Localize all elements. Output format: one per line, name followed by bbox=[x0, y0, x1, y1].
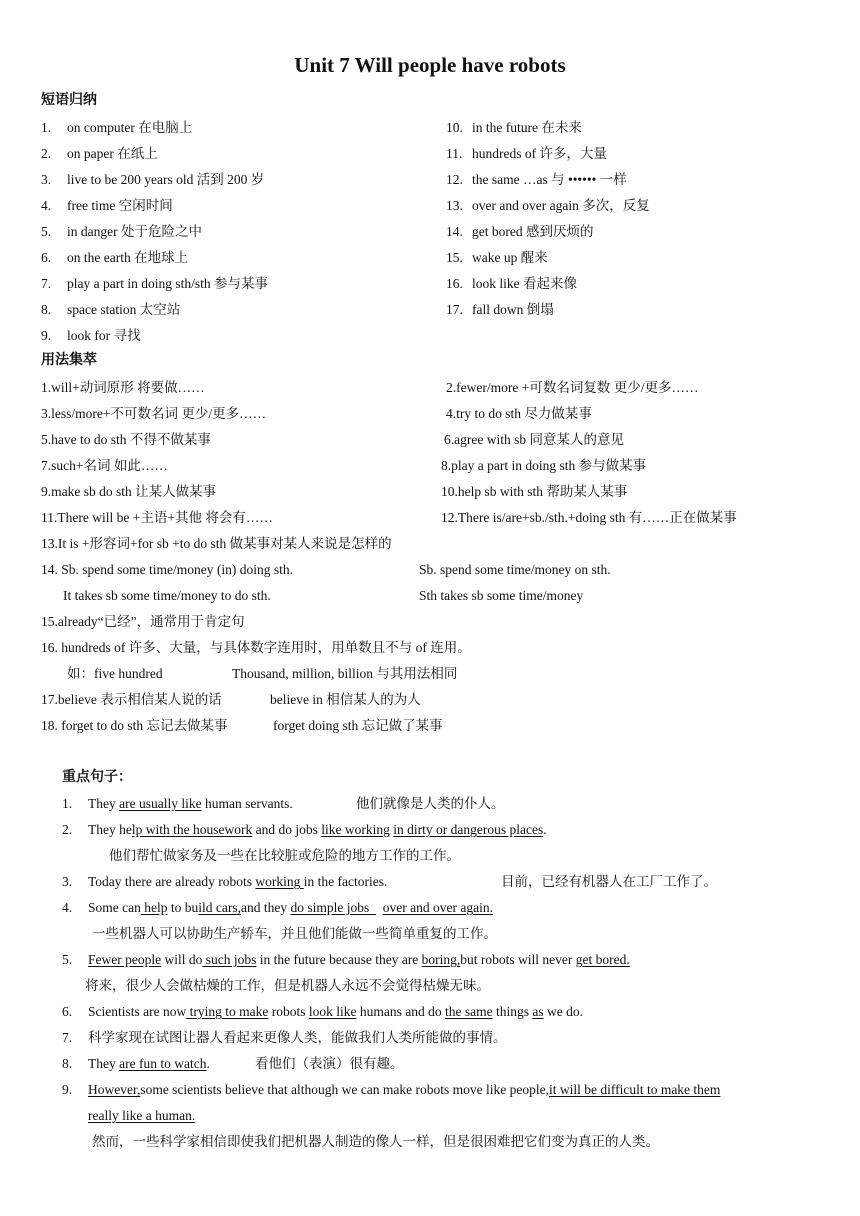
sentence-number: 6. bbox=[62, 1004, 73, 1019]
underlined-phrase: over and over again. bbox=[382, 900, 493, 915]
text: and they bbox=[241, 900, 291, 915]
underlined-phrase: like working bbox=[321, 822, 390, 837]
sentence-9 bbox=[62, 1081, 720, 1099]
phrase-number: 12. bbox=[446, 172, 463, 187]
phrase-text: get bored 感到厌烦的 bbox=[472, 224, 594, 239]
phrase-number: 2. bbox=[41, 146, 52, 161]
phrase-number: 15. bbox=[446, 250, 463, 265]
phrase-item bbox=[41, 171, 264, 189]
text: in the factories. bbox=[303, 874, 388, 889]
sentence-9-translation: 然而，一些科学家相信即使我们把机器人制造的像人一样，但是很困难把它们变为真正的人类。 bbox=[92, 1134, 659, 1149]
phrase-item bbox=[446, 197, 650, 215]
phrase-text: over and over again 多次，反复 bbox=[472, 198, 650, 213]
underlined-phrase: get bored. bbox=[575, 952, 630, 967]
sentence-9-continuation bbox=[88, 1107, 195, 1125]
underlined-phrase: do simple jobs bbox=[290, 900, 377, 915]
sentence-8-translation: 看他们（表演）很有趣。 bbox=[255, 1056, 404, 1071]
text: They he bbox=[88, 822, 132, 837]
phrase-number: 16. bbox=[446, 276, 463, 291]
phrase-text: look like 看起来像 bbox=[472, 276, 577, 291]
underlined-phrase: However, bbox=[88, 1082, 141, 1097]
usage-item-16-example-right: Thousand, million, billion 与其用法相同 bbox=[232, 666, 458, 681]
phrase-item bbox=[41, 327, 141, 345]
phrase-item bbox=[446, 223, 593, 241]
usage-item-14-b-left: It takes sb some time/money to do sth. bbox=[63, 588, 271, 603]
text: . bbox=[543, 822, 547, 837]
text: . bbox=[206, 1056, 210, 1071]
phrase-text: space station 太空站 bbox=[67, 302, 181, 317]
text: will do bbox=[161, 952, 203, 967]
phrase-item bbox=[41, 301, 180, 319]
sentence-number: 3. bbox=[62, 874, 73, 889]
sentence-number: 2. bbox=[62, 822, 73, 837]
underlined-phrase: lp with the housework bbox=[131, 822, 253, 837]
sentence-2 bbox=[62, 821, 547, 839]
underlined-phrase: are fun to watch bbox=[119, 1056, 207, 1071]
sentence-3 bbox=[62, 873, 387, 891]
usage-item-15: 15.already“已经”，通常用于肯定句 bbox=[41, 614, 245, 629]
phrase-text: on paper 在纸上 bbox=[67, 146, 158, 161]
underlined-phrase: it will be difficult to make them bbox=[548, 1082, 721, 1097]
sentence-number: 7. bbox=[62, 1030, 73, 1045]
phrase-text: in the future 在未来 bbox=[472, 120, 582, 135]
phrase-text: on computer 在电脑上 bbox=[67, 120, 193, 135]
sentence-4 bbox=[62, 899, 493, 917]
text: robots bbox=[268, 1004, 309, 1019]
phrase-text: fall down 倒塌 bbox=[472, 302, 554, 317]
text: we do. bbox=[543, 1004, 583, 1019]
usage-item-14-a-right: Sb. spend some time/money on sth. bbox=[419, 562, 611, 577]
text: and do jobs bbox=[252, 822, 322, 837]
phrase-text: look for 寻找 bbox=[67, 328, 141, 343]
phrase-text: in danger 处于危险之中 bbox=[67, 224, 202, 239]
text: They bbox=[88, 796, 120, 811]
sentences-heading: 重点句子： bbox=[62, 770, 132, 785]
sentence-1-translation: 他们就像是人类的仆人。 bbox=[356, 796, 505, 811]
phrase-item bbox=[446, 249, 548, 267]
sentence-8 bbox=[62, 1055, 210, 1073]
sentence-7 bbox=[62, 1029, 507, 1047]
sentence-4-translation: 一些机器人可以协助生产轿车，并且他们能做一些简单重复的工作。 bbox=[92, 926, 497, 941]
phrase-number: 6. bbox=[41, 250, 52, 265]
sentence-1 bbox=[62, 795, 293, 813]
usage-heading: 用法集萃 bbox=[41, 353, 97, 368]
phrase-number: 17. bbox=[446, 302, 463, 317]
phrase-text: live to be 200 years old 活到 200 岁 bbox=[67, 172, 265, 187]
sentence-number: 4. bbox=[62, 900, 73, 915]
phrase-text: wake up 醒来 bbox=[472, 250, 548, 265]
usage-item-right: 8.play a part in doing sth 参与做某事 bbox=[441, 458, 647, 473]
phrase-number: 11. bbox=[446, 146, 463, 161]
phrase-text: on the earth 在地球上 bbox=[67, 250, 189, 265]
usage-item-16: 16. hundreds of 许多、大量，与具体数字连用时，用单数且不与 of 连用。 bbox=[41, 640, 471, 655]
phrase-text: free time 空闲时间 bbox=[67, 198, 173, 213]
text: but robots will never bbox=[460, 952, 576, 967]
underlined-phrase: such jobs bbox=[202, 952, 257, 967]
usage-item-14-b-right: Sth takes sb some time/money bbox=[419, 588, 584, 603]
underlined-phrase: boring, bbox=[421, 952, 461, 967]
phrase-number: 10. bbox=[446, 120, 463, 135]
sentence-number: 5. bbox=[62, 952, 73, 967]
phrase-item bbox=[446, 275, 577, 293]
usage-item-left: 7.such+名词 如此…… bbox=[41, 458, 168, 473]
usage-item-right: 2.fewer/more +可数名词复数 更少/更多…… bbox=[446, 380, 699, 395]
phrase-text: hundreds of 许多，大量 bbox=[472, 146, 607, 161]
text: things bbox=[492, 1004, 533, 1019]
usage-item-17-left: 17.believe 表示相信某人说的话 bbox=[41, 692, 222, 707]
usage-item-13: 13.It is +形容词+for sb +to do sth 做某事对某人来说是怎样的 bbox=[41, 536, 392, 551]
text: 科学家现在试图让器人看起来更像人类，能做我们人类所能做的事情。 bbox=[88, 1030, 507, 1045]
phrase-number: 7. bbox=[41, 276, 52, 291]
text: Some can bbox=[88, 900, 141, 915]
text: Today there are already robots bbox=[88, 874, 256, 889]
underlined-phrase: as bbox=[532, 1004, 544, 1019]
usage-item-17-right: believe in 相信某人的为人 bbox=[270, 692, 421, 707]
sentence-6 bbox=[62, 1003, 583, 1021]
phrase-item bbox=[41, 249, 188, 267]
sentence-2-translation: 他们帮忙做家务及一些在比较脏或危险的地方工作的工作。 bbox=[109, 848, 460, 863]
phrase-number: 1. bbox=[41, 120, 52, 135]
phrase-number: 3. bbox=[41, 172, 52, 187]
phrase-item bbox=[41, 145, 158, 163]
usage-item-18-right: forget doing sth 忘记做了某事 bbox=[273, 718, 443, 733]
usage-item-left: 3.less/more+不可数名词 更少/更多…… bbox=[41, 406, 267, 421]
phrase-item bbox=[446, 301, 554, 319]
sentence-number: 9. bbox=[62, 1082, 73, 1097]
text: in the future because they are bbox=[256, 952, 422, 967]
underlined-phrase: in dirty or dangerous places bbox=[393, 822, 544, 837]
phrase-number: 4. bbox=[41, 198, 52, 213]
phrases-heading: 短语归纳 bbox=[41, 93, 97, 108]
phrase-item bbox=[41, 223, 202, 241]
underlined-phrase: really like a human. bbox=[88, 1108, 196, 1123]
underlined-phrase: the same bbox=[444, 1004, 493, 1019]
phrase-text: the same …as 与 •••••• 一样 bbox=[472, 172, 627, 187]
phrase-number: 8. bbox=[41, 302, 52, 317]
usage-item-right: 6.agree with sb 同意某人的意见 bbox=[444, 432, 624, 447]
underlined-phrase: Fewer people bbox=[88, 952, 162, 967]
underlined-phrase: are usually like bbox=[119, 796, 202, 811]
phrase-item bbox=[446, 171, 627, 189]
sentence-5-translation: 将来，很少人会做枯燥的工作，但是机器人永远不会觉得枯燥无味。 bbox=[85, 978, 490, 993]
page-title: Unit 7 Will people have robots bbox=[294, 53, 566, 77]
underlined-phrase: ild cars, bbox=[198, 900, 242, 915]
phrase-item bbox=[41, 119, 192, 137]
sentence-5 bbox=[62, 951, 630, 969]
text: They bbox=[88, 1056, 120, 1071]
phrase-item bbox=[41, 197, 173, 215]
underlined-phrase: look like bbox=[308, 1004, 357, 1019]
usage-item-right: 4.try to do sth 尽力做某事 bbox=[446, 406, 592, 421]
sentence-3-translation: 目前，已经有机器人在工厂工作了。 bbox=[501, 874, 717, 889]
usage-item-left: 9.make sb do sth 让某人做某事 bbox=[41, 484, 217, 499]
phrase-number: 14. bbox=[446, 224, 463, 239]
usage-item-left: 1.will+动词原形 将要做…… bbox=[41, 380, 205, 395]
text: humans and do bbox=[356, 1004, 445, 1019]
phrase-number: 13. bbox=[446, 198, 463, 213]
sentence-number: 8. bbox=[62, 1056, 73, 1071]
text: to bu bbox=[167, 900, 199, 915]
usage-item-16-example-left: 如：five hundred bbox=[67, 666, 163, 681]
phrase-number: 9. bbox=[41, 328, 52, 343]
phrase-item bbox=[446, 119, 582, 137]
phrase-item bbox=[446, 145, 607, 163]
usage-item-left: 11.There will be +主语+其他 将会有…… bbox=[41, 510, 273, 525]
phrase-text: play a part in doing sth/sth 参与某事 bbox=[67, 276, 268, 291]
usage-item-14-a-left: 14. Sb. spend some time/money (in) doing sth. bbox=[41, 562, 293, 577]
usage-item-right: 12.There is/are+sb./sth.+doing sth 有……正在做某事 bbox=[441, 510, 737, 525]
text: some scientists believe that although we can make robots move like people, bbox=[140, 1082, 549, 1097]
sentence-number: 1. bbox=[62, 796, 73, 811]
phrase-item bbox=[41, 275, 268, 293]
usage-item-right: 10.help sb with sth 帮助某人某事 bbox=[441, 484, 628, 499]
underlined-phrase: help bbox=[140, 900, 168, 915]
text: human servants. bbox=[201, 796, 293, 811]
usage-item-left: 5.have to do sth 不得不做某事 bbox=[41, 432, 211, 447]
underlined-phrase: working bbox=[255, 874, 304, 889]
text: Scientists are now bbox=[88, 1004, 187, 1019]
text bbox=[376, 900, 383, 915]
usage-item-18-left: 18. forget to do sth 忘记去做某事 bbox=[41, 718, 228, 733]
phrase-number: 5. bbox=[41, 224, 52, 239]
underlined-phrase: trying to make bbox=[186, 1004, 269, 1019]
